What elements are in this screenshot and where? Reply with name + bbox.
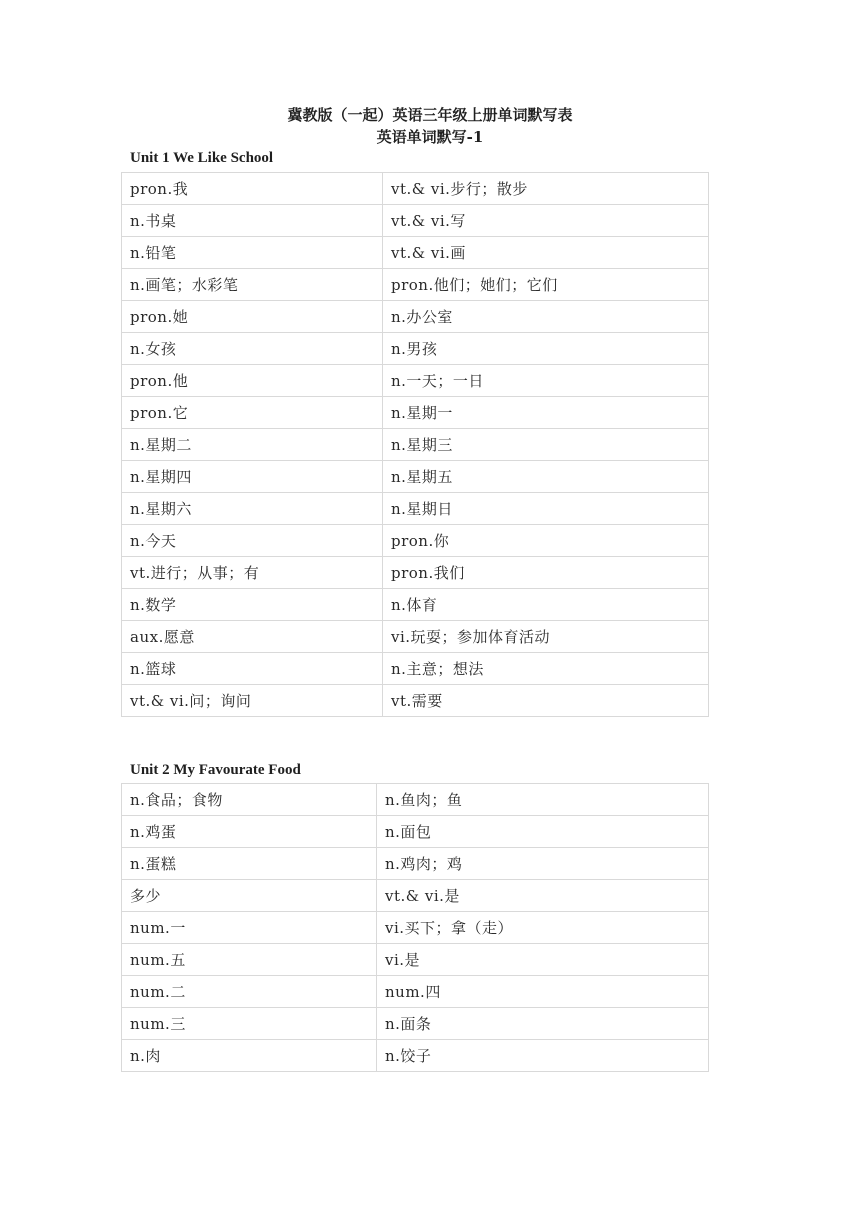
table-row [122, 269, 709, 301]
word-meaning-left: vt.进行；从事；有 [122, 557, 383, 589]
word-meaning-right: vi.买下；拿（走） [377, 912, 709, 944]
word-meaning-left: n.女孩 [122, 333, 383, 365]
word-meaning-right: n.主意；想法 [383, 653, 709, 685]
word-meaning-right: n.鸡肉；鸡 [377, 848, 709, 880]
table-row [122, 397, 709, 429]
title-block [0, 104, 860, 148]
unit-2-table-body [122, 784, 709, 1072]
table-row [122, 816, 709, 848]
word-meaning-left: pron.它 [122, 397, 383, 429]
table-row [122, 621, 709, 653]
table-row [122, 976, 709, 1008]
word-meaning-left: pron.我 [122, 173, 383, 205]
word-meaning-right: n.面包 [377, 816, 709, 848]
table-row [122, 205, 709, 237]
word-meaning-right: vi.玩耍；参加体育活动 [383, 621, 709, 653]
word-meaning-right: n.饺子 [377, 1040, 709, 1072]
unit-1-table-body [122, 173, 709, 717]
word-meaning-right: pron.我们 [383, 557, 709, 589]
table-row [122, 461, 709, 493]
table-row [122, 1008, 709, 1040]
word-meaning-left: n.画笔；水彩笔 [122, 269, 383, 301]
table-row [122, 944, 709, 976]
word-meaning-left: num.二 [122, 976, 377, 1008]
table-row [122, 880, 709, 912]
word-meaning-right: n.鱼肉；鱼 [377, 784, 709, 816]
word-meaning-right: num.四 [377, 976, 709, 1008]
table-row [122, 333, 709, 365]
word-meaning-right: n.星期五 [383, 461, 709, 493]
word-meaning-left: num.一 [122, 912, 377, 944]
table-row [122, 1040, 709, 1072]
table-row [122, 301, 709, 333]
table-row [122, 848, 709, 880]
table-row [122, 525, 709, 557]
word-meaning-right: pron.你 [383, 525, 709, 557]
word-meaning-left: pron.她 [122, 301, 383, 333]
table-row [122, 557, 709, 589]
word-meaning-left: n.篮球 [122, 653, 383, 685]
table-row [122, 653, 709, 685]
word-meaning-right: n.面条 [377, 1008, 709, 1040]
table-row [122, 685, 709, 717]
word-meaning-left: n.数学 [122, 589, 383, 621]
word-meaning-right: n.体育 [383, 589, 709, 621]
unit-2-vocab-table [121, 783, 709, 1072]
word-meaning-left: n.星期四 [122, 461, 383, 493]
word-meaning-right: pron.他们；她们；它们 [383, 269, 709, 301]
word-meaning-right: vi.是 [377, 944, 709, 976]
table-row [122, 589, 709, 621]
word-meaning-left: n.书桌 [122, 205, 383, 237]
document-subtitle: 英语单词默写-1 [376, 128, 484, 146]
word-meaning-right: n.星期三 [383, 429, 709, 461]
word-meaning-right: vt.& vi.画 [383, 237, 709, 269]
table-row [122, 237, 709, 269]
table-row [122, 784, 709, 816]
word-meaning-right: n.星期一 [383, 397, 709, 429]
table-row [122, 493, 709, 525]
word-meaning-left: n.肉 [122, 1040, 377, 1072]
word-meaning-right: n.星期日 [383, 493, 709, 525]
unit-1-vocab-table [121, 172, 709, 717]
word-meaning-left: n.星期二 [122, 429, 383, 461]
word-meaning-left: pron.他 [122, 365, 383, 397]
unit-2-heading: Unit 2 My Favourate Food [130, 762, 301, 778]
word-meaning-left: n.蛋糕 [122, 848, 377, 880]
word-meaning-right: vt.& vi.是 [377, 880, 709, 912]
table-row [122, 173, 709, 205]
table-row [122, 365, 709, 397]
document-title: 冀教版（一起）英语三年级上册单词默写表 [287, 106, 573, 124]
word-meaning-left: n.铅笔 [122, 237, 383, 269]
word-meaning-right: n.一天；一日 [383, 365, 709, 397]
word-meaning-right: vt.需要 [383, 685, 709, 717]
word-meaning-right: n.办公室 [383, 301, 709, 333]
word-meaning-right: vt.& vi.步行；散步 [383, 173, 709, 205]
table-row [122, 429, 709, 461]
table-row [122, 912, 709, 944]
word-meaning-left: aux.愿意 [122, 621, 383, 653]
word-meaning-left: num.五 [122, 944, 377, 976]
word-meaning-left: 多少 [122, 880, 377, 912]
word-meaning-left: num.三 [122, 1008, 377, 1040]
word-meaning-left: n.星期六 [122, 493, 383, 525]
word-meaning-right: n.男孩 [383, 333, 709, 365]
word-meaning-left: n.食品；食物 [122, 784, 377, 816]
unit-1-heading: Unit 1 We Like School [130, 150, 274, 166]
word-meaning-left: n.鸡蛋 [122, 816, 377, 848]
word-meaning-left: n.今天 [122, 525, 383, 557]
word-meaning-right: vt.& vi.写 [383, 205, 709, 237]
word-meaning-left: vt.& vi.问；询问 [122, 685, 383, 717]
